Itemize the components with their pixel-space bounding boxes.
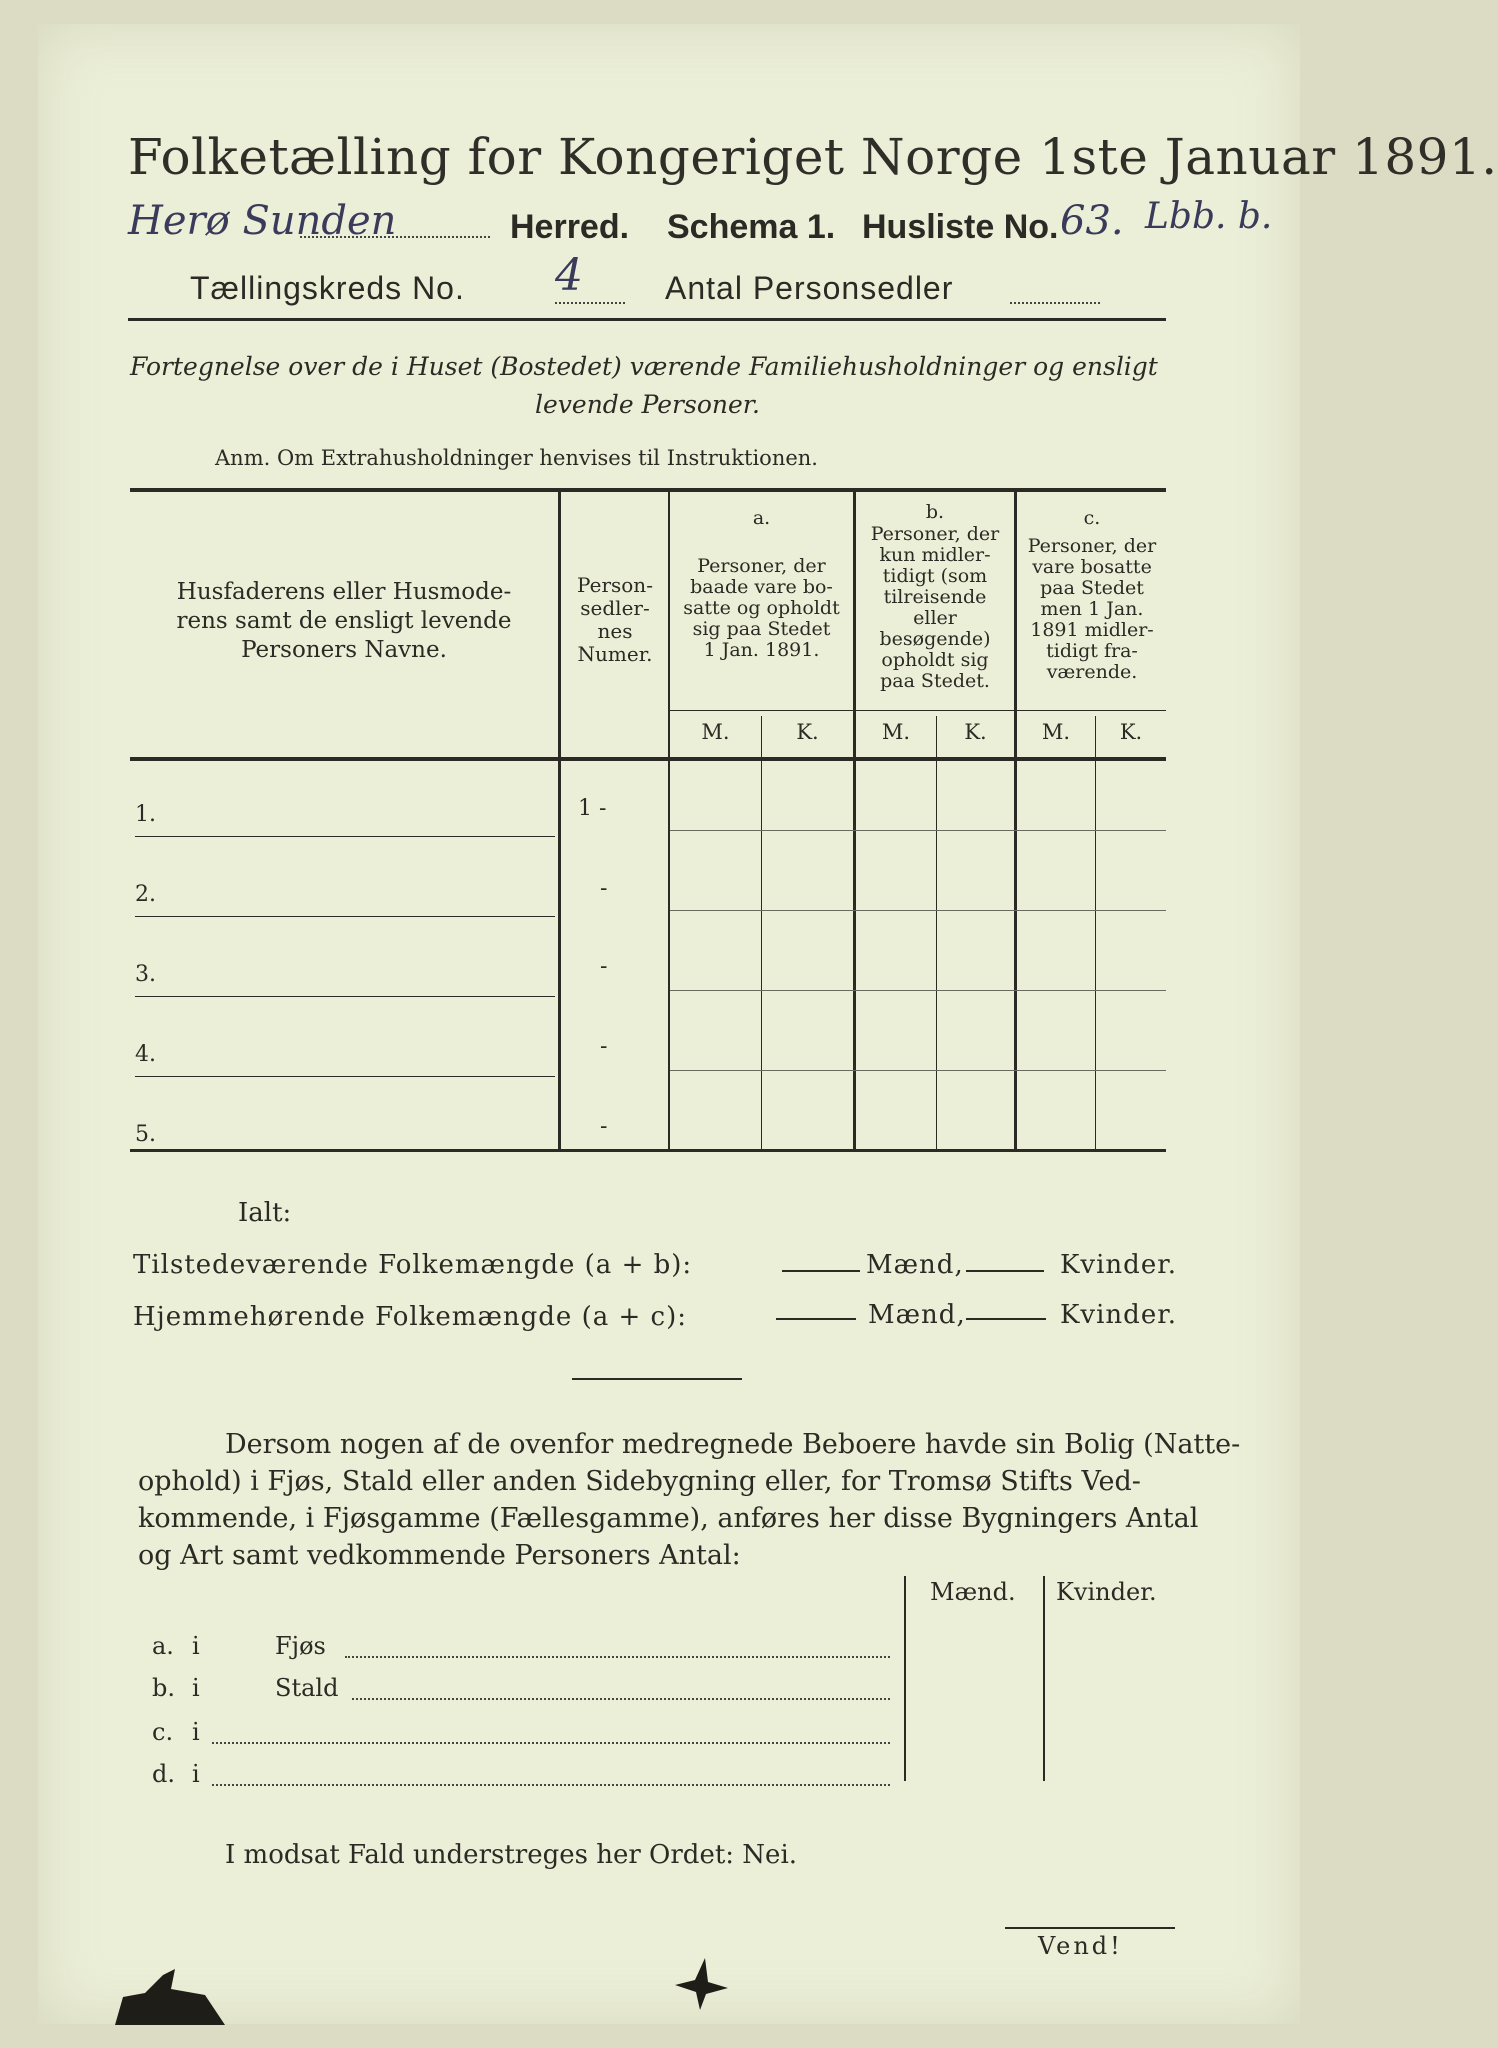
- hjemme-label: Hjemmehørende Folkemængde (a + c):: [133, 1302, 687, 1332]
- col-c-k-label: K.: [1119, 720, 1143, 744]
- table-header-rule: [130, 757, 1166, 761]
- col-b-k-label: K.: [964, 720, 987, 744]
- item-i: i: [192, 1760, 200, 1788]
- tilstede-maend-blank: [782, 1270, 860, 1272]
- item-i: i: [192, 1632, 200, 1660]
- intro-line1: Fortegnelse over de i Huset (Bostedet) værende Familiehusholdninger og ensligt: [130, 352, 1158, 381]
- col-divider-mk: [1095, 716, 1096, 1151]
- vend-label: Vend!: [1038, 1932, 1123, 1960]
- herred-label: Herred.: [510, 208, 630, 246]
- row-line: [135, 836, 555, 837]
- row-number: 5.: [135, 1122, 156, 1147]
- herred-dotline: [300, 236, 490, 238]
- item-letter: a.: [152, 1632, 174, 1660]
- col-b-letter: b.: [925, 501, 945, 523]
- kreds-label: Tællingskreds No.: [190, 270, 465, 306]
- item-dotline: [352, 1698, 890, 1700]
- buildings-divider: [904, 1576, 906, 1781]
- item-i: i: [192, 1718, 200, 1746]
- person-number: -: [600, 1034, 608, 1059]
- col-name-header: Husfaderens eller Husmode- rens samt de ensligt levende Personers Navne.: [176, 579, 512, 663]
- col-c-m-label: M.: [1041, 720, 1071, 744]
- col-a-header: Personer, der baade vare bo- satte og opholdt sig paa Stedet 1 Jan. 1891.: [683, 555, 840, 661]
- row-number: 1.: [135, 802, 156, 827]
- row-number: 3.: [135, 962, 156, 987]
- nei-line: I modsat Fald understreges her Ordet: Nei.: [225, 1840, 798, 1870]
- row-line: [670, 990, 1166, 991]
- col-divider-mk: [761, 716, 762, 1151]
- buildings-divider: [1043, 1576, 1045, 1781]
- buildings-para-line4: og Art samt vedkommende Personers Antal:: [138, 1540, 741, 1571]
- person-number: 1 -: [578, 796, 607, 821]
- section-divider: [572, 1378, 742, 1380]
- hjemme-kvinder: Kvinder.: [1060, 1300, 1178, 1330]
- row-number: 2.: [135, 882, 156, 907]
- item-name: Stald: [275, 1674, 339, 1702]
- col-b-header: Personer, der kun midler- tidigt (som tilreisende eller besøgende) opholdt sig paa Stedet.: [870, 523, 1000, 692]
- col-a-m-label: M.: [701, 720, 730, 744]
- person-number: -: [600, 1114, 608, 1139]
- col-divider-mk: [936, 716, 937, 1151]
- husliste-handwritten: 63.: [1060, 198, 1124, 244]
- hjemme-maend: Mænd,: [868, 1300, 966, 1330]
- kreds-dotline: [555, 302, 625, 304]
- edge-tear-mark: [670, 1950, 730, 2010]
- person-number: -: [600, 876, 608, 901]
- kreds-handwritten: 4: [555, 250, 583, 301]
- vend-rule: [1005, 1927, 1175, 1929]
- table-top-rule: [130, 488, 1166, 492]
- ialt-label: Ialt:: [238, 1198, 292, 1228]
- buildings-para-line2: ophold) i Fjøs, Stald eller anden Sidebygning eller, for Tromsø Stifts Ved-: [138, 1466, 1141, 1497]
- col-num-header: Person- sedler- nes Numer.: [577, 573, 653, 666]
- row-line: [670, 830, 1166, 831]
- item-letter: c.: [152, 1718, 174, 1746]
- item-dotline: [212, 1742, 890, 1744]
- tilstede-kvinder: Kvinder.: [1060, 1250, 1178, 1280]
- col-b-m-label: M.: [881, 720, 911, 744]
- item-dotline: [345, 1656, 890, 1658]
- row-line: [135, 1076, 555, 1077]
- husliste-label: Husliste No.: [862, 208, 1059, 246]
- tilstede-kvinder-blank: [966, 1270, 1044, 1272]
- row-line: [670, 1070, 1166, 1071]
- table-bottom-rule: [130, 1149, 1166, 1152]
- row-line: [135, 996, 555, 997]
- col-c-header: Personer, der vare bosatte paa Stedet men 1 Jan. 1891 midler- tidigt fra- værende.: [1027, 535, 1157, 683]
- item-i: i: [192, 1674, 200, 1702]
- anm-note: Anm. Om Extrahusholdninger henvises til Instruktionen.: [215, 446, 818, 470]
- hjemme-maend-blank: [776, 1318, 856, 1320]
- person-number: -: [600, 954, 608, 979]
- edge-tear-mark: [115, 1955, 225, 2025]
- item-dotline: [212, 1784, 890, 1786]
- intro-line2: levende Personer.: [535, 390, 760, 419]
- row-number: 4.: [135, 1042, 156, 1067]
- buildings-para-line1: Dersom nogen af de ovenfor medregnede Beboere havde sin Bolig (Natte-: [225, 1429, 1241, 1460]
- mk-subheader-rule: [670, 710, 1166, 711]
- buildings-col-maend: Mænd.: [930, 1578, 1016, 1606]
- item-name: Fjøs: [275, 1632, 326, 1660]
- husliste-suffix-handwritten: Lbb. b.: [1145, 196, 1273, 237]
- row-line: [670, 910, 1166, 911]
- item-letter: d.: [152, 1760, 175, 1788]
- item-letter: b.: [152, 1674, 175, 1702]
- col-a-letter: a.: [752, 507, 771, 529]
- tilstede-label: Tilstedeværende Folkemængde (a + b):: [133, 1250, 693, 1280]
- buildings-para-line3: kommende, i Fjøsgamme (Fællesgamme), anføres her disse Bygningers Antal: [138, 1503, 1199, 1534]
- col-a-k-label: K.: [796, 720, 819, 744]
- hjemme-kvinder-blank: [966, 1318, 1046, 1320]
- buildings-col-kvinder: Kvinder.: [1056, 1578, 1157, 1606]
- col-divider: [558, 488, 561, 1151]
- header-rule: [128, 318, 1166, 321]
- antal-dotline: [1010, 302, 1100, 304]
- schema-label: Schema 1.: [667, 208, 836, 246]
- tilstede-maend: Mænd,: [866, 1250, 964, 1280]
- antal-label: Antal Personsedler: [665, 270, 954, 306]
- row-line: [135, 916, 555, 917]
- herred-handwritten: Herø Sunden: [128, 198, 397, 244]
- col-c-letter: c.: [1083, 507, 1101, 529]
- form-title: Folketælling for Kongeriget Norge 1ste Januar 1891.: [128, 128, 1498, 186]
